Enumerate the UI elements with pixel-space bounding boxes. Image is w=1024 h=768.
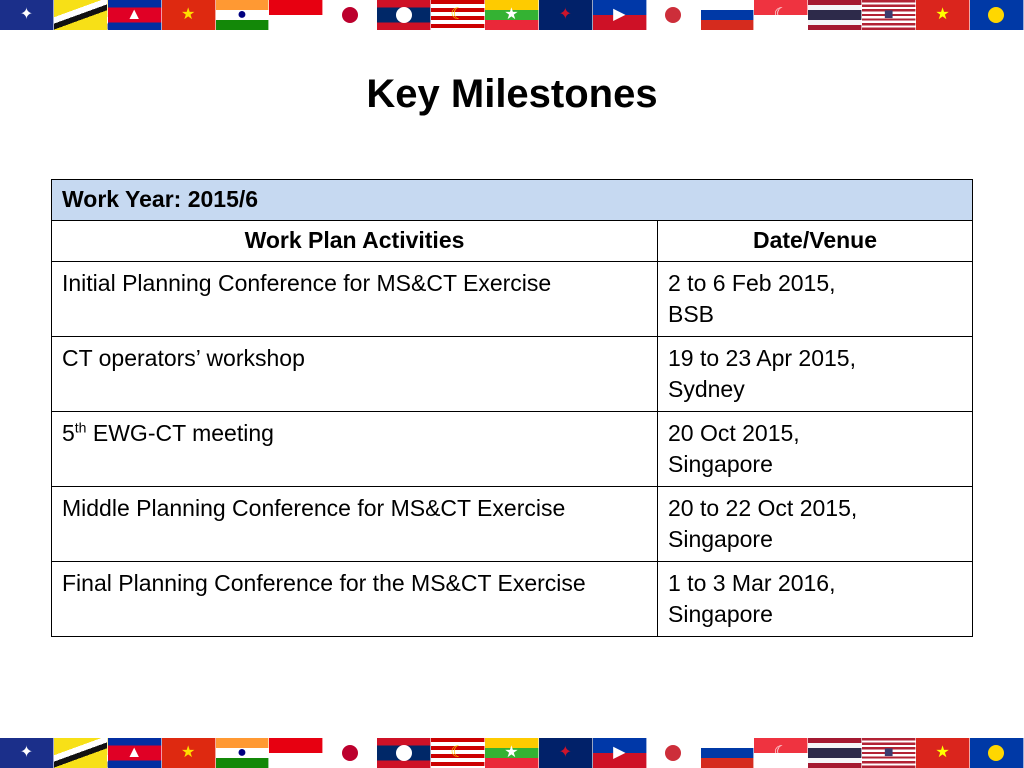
work-year-cell: Work Year: 2015/6 <box>52 180 973 221</box>
japan-flag-icon <box>323 0 377 30</box>
cambodia-flag-icon: ▲ <box>108 0 162 30</box>
indonesia-flag-icon <box>269 0 323 30</box>
asean-flag-icon <box>970 738 1024 768</box>
table-row <box>52 337 973 412</box>
activity-cell: CT operators’ workshop <box>52 337 658 412</box>
russia-flag-icon <box>701 738 755 768</box>
australia-flag-icon: ✦ <box>0 0 54 30</box>
venue-text: Sydney <box>668 376 745 402</box>
myanmar-flag-icon: ★ <box>485 0 539 30</box>
thailand-flag-icon <box>808 738 862 768</box>
china-flag-icon: ★ <box>162 738 216 768</box>
south-korea-flag-icon <box>647 0 701 30</box>
activity-cell: Final Planning Conference for the MS&CT Exercise <box>52 562 658 637</box>
venue-text: Singapore <box>668 601 773 627</box>
laos-flag-icon <box>377 738 431 768</box>
date-venue-cell <box>658 487 973 562</box>
new-zealand-flag-icon: ✦ <box>539 0 593 30</box>
venue-text: Singapore <box>668 451 773 477</box>
laos-flag-icon <box>377 0 431 30</box>
date-venue-cell <box>658 337 973 412</box>
table-row <box>52 412 973 487</box>
header-activities: Work Plan Activities <box>52 221 658 262</box>
venue-text: Singapore <box>668 526 773 552</box>
cambodia-flag-icon: ▲ <box>108 738 162 768</box>
malaysia-flag-icon: ☾ <box>431 738 485 768</box>
work-year-row <box>52 180 973 221</box>
date-text: 20 Oct 2015, <box>668 420 800 446</box>
date-venue-cell <box>658 562 973 637</box>
vietnam-flag-icon: ★ <box>916 0 970 30</box>
date-text: 1 to 3 Mar 2016, <box>668 570 836 596</box>
date-venue-cell <box>658 262 973 337</box>
singapore-flag-icon: ☾ <box>754 738 808 768</box>
philippines-flag-icon: ▶ <box>593 0 647 30</box>
myanmar-flag-icon: ★ <box>485 738 539 768</box>
page-title: Key Milestones <box>366 72 658 116</box>
asean-flag-icon <box>970 0 1024 30</box>
china-flag-icon: ★ <box>162 0 216 30</box>
south-korea-flag-icon <box>647 738 701 768</box>
activity-text: EWG-CT meeting <box>86 420 274 446</box>
header-row <box>52 221 973 262</box>
date-text: 20 to 22 Oct 2015, <box>668 495 858 521</box>
ordinal-suffix: th <box>74 419 87 436</box>
india-flag-icon: ● <box>216 738 270 768</box>
singapore-flag-icon: ☾ <box>754 0 808 30</box>
date-text: 2 to 6 Feb 2015, <box>668 270 836 296</box>
activity-cell: Initial Planning Conference for MS&CT Exercise <box>52 262 658 337</box>
table-row <box>52 262 973 337</box>
header-date-venue: Date/Venue <box>658 221 973 262</box>
japan-flag-icon <box>323 738 377 768</box>
philippines-flag-icon: ▶ <box>593 738 647 768</box>
ordinal-number: 5 <box>62 420 75 446</box>
activity-cell: Middle Planning Conference for MS&CT Exercise <box>52 487 658 562</box>
flag-banner-bottom <box>0 738 1024 768</box>
date-text: 19 to 23 Apr 2015, <box>668 345 856 371</box>
brunei-flag-icon <box>54 0 108 30</box>
table-row <box>52 487 973 562</box>
flag-banner-top <box>0 0 1024 30</box>
russia-flag-icon <box>701 0 755 30</box>
thailand-flag-icon <box>808 0 862 30</box>
table-row <box>52 562 973 637</box>
venue-text: BSB <box>668 301 715 327</box>
india-flag-icon: ● <box>216 0 270 30</box>
new-zealand-flag-icon: ✦ <box>539 738 593 768</box>
indonesia-flag-icon <box>269 738 323 768</box>
date-venue-cell <box>658 412 973 487</box>
vietnam-flag-icon: ★ <box>916 738 970 768</box>
usa-flag-icon: ■ <box>862 0 916 30</box>
milestones-table <box>51 179 973 637</box>
malaysia-flag-icon: ☾ <box>431 0 485 30</box>
activity-cell <box>52 412 658 487</box>
australia-flag-icon: ✦ <box>0 738 54 768</box>
usa-flag-icon: ■ <box>862 738 916 768</box>
brunei-flag-icon <box>54 738 108 768</box>
